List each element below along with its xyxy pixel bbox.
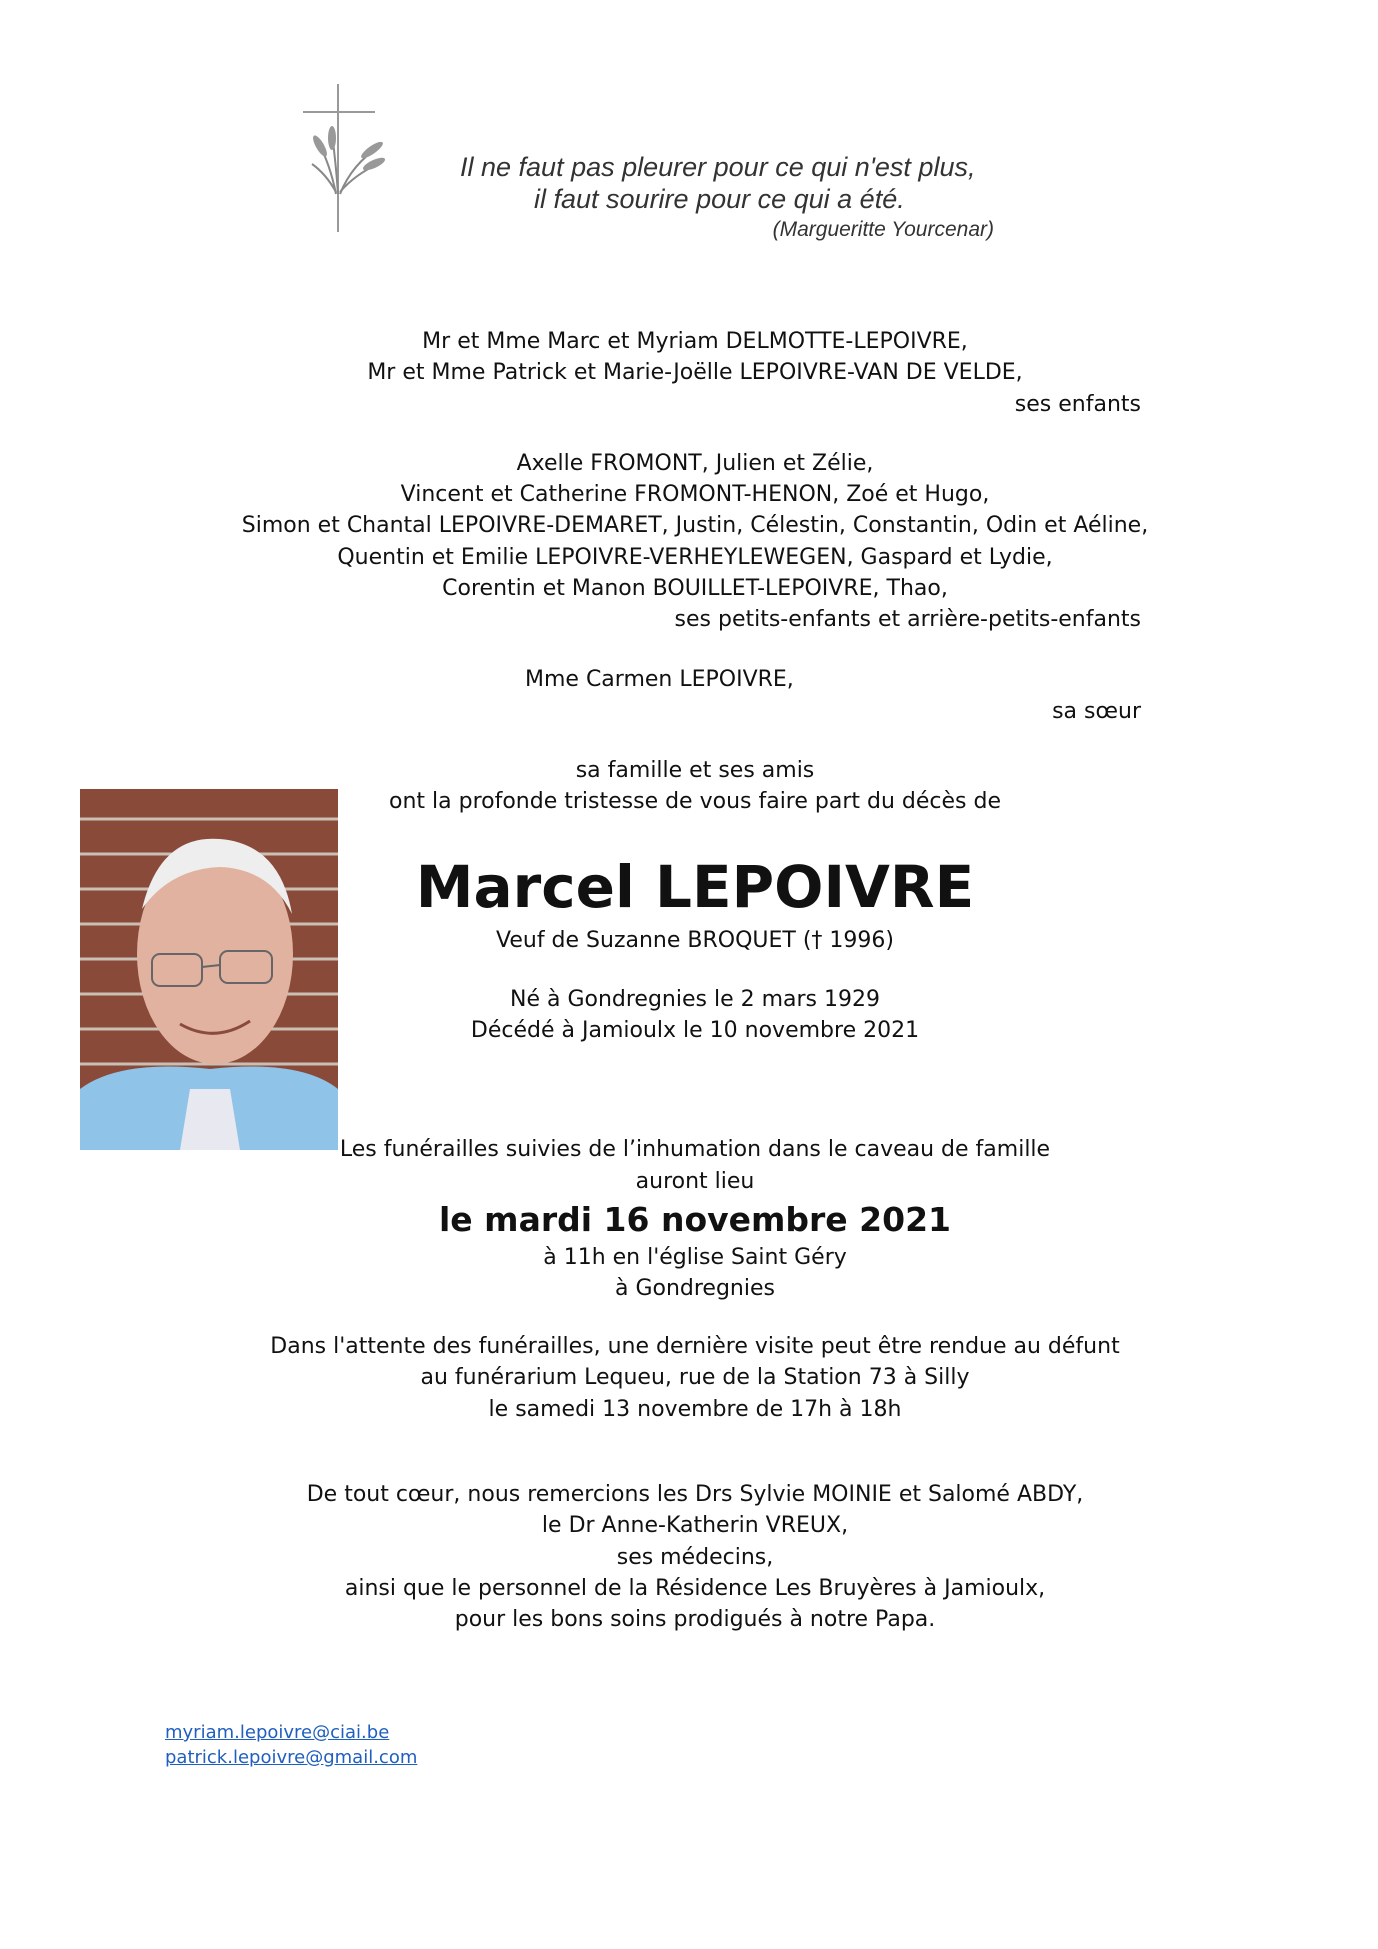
grandchild-line: Quentin et Emilie LEPOIVRE-VERHEYLEWEGEN, Gaspard et Lydie, <box>337 545 1053 570</box>
funeral-line: Les funérailles suivies de l’inhumation dans le caveau de famille <box>339 1137 1051 1162</box>
funeral-time: à 11h en l'église Saint Géry <box>543 1245 847 1270</box>
email-link-patrick[interactable]: patrick.lepoivre@gmail.com <box>165 1747 418 1768</box>
visit-line: le samedi 13 novembre de 17h à 18h <box>488 1397 902 1422</box>
death-line: Décédé à Jamioulx le 10 novembre 2021 <box>470 1018 920 1043</box>
thanks-line: ses médecins, <box>616 1545 774 1570</box>
intro-line: ont la profonde tristesse de vous faire part du décès de <box>389 789 1001 814</box>
thanks-line: le Dr Anne-Katherin VREUX, <box>541 1513 849 1538</box>
funeral-line: auront lieu <box>635 1169 755 1194</box>
widower-line: Veuf de Suzanne BROQUET († 1996) <box>496 928 894 953</box>
grandchild-line: Vincent et Catherine FROMONT-HENON, Zoé et Hugo, <box>400 482 990 507</box>
child-line: Mr et Mme Patrick et Marie-Joëlle LEPOIVRE-VAN DE VELDE, <box>367 360 1023 385</box>
funeral-date: le mardi 16 novembre 2021 <box>439 1200 951 1239</box>
grandchild-line: Simon et Chantal LEPOIVRE-DEMARET, Justin, Célestin, Constantin, Odin et Aéline, <box>241 513 1149 538</box>
grandchild-line: Axelle FROMONT, Julien et Zélie, <box>516 451 874 476</box>
intro-line: sa famille et ses amis <box>575 758 815 783</box>
grandchildren-label: ses petits-enfants et arrière-petits-enfants <box>674 607 1141 632</box>
deceased-name: Marcel LEPOIVRE <box>415 853 975 921</box>
cross-wheat-icon <box>300 84 385 234</box>
quote-line-1: Il ne faut pas pleurer pour ce qui n'est plus, <box>460 152 976 182</box>
visit-line: au funérarium Lequeu, rue de la Station 73 à Silly <box>420 1365 970 1390</box>
visit-line: Dans l'attente des funérailles, une dernière visite peut être rendue au défunt <box>270 1334 1120 1359</box>
birth-line: Né à Gondregnies le 2 mars 1929 <box>509 987 880 1012</box>
children-label: ses enfants <box>1014 392 1141 417</box>
thanks-line: De tout cœur, nous remercions les Drs Sylvie MOINIE et Salomé ABDY, <box>306 1482 1084 1507</box>
email-link-myriam[interactable]: myriam.lepoivre@ciai.be <box>165 1722 390 1743</box>
deceased-photo <box>80 789 338 1150</box>
sister-line: Mme Carmen LEPOIVRE, <box>525 667 794 692</box>
funeral-place: à Gondregnies <box>614 1276 775 1301</box>
grandchild-line: Corentin et Manon BOUILLET-LEPOIVRE, Thao, <box>442 576 948 601</box>
thanks-line: ainsi que le personnel de la Résidence Les Bruyères à Jamioulx, <box>344 1576 1046 1601</box>
child-line: Mr et Mme Marc et Myriam DELMOTTE-LEPOIVRE, <box>422 329 968 354</box>
quote-line-2: il faut sourire pour ce qui a été. <box>534 184 905 214</box>
sister-label: sa sœur <box>1052 699 1141 724</box>
quote-author: (Margueritte Yourcenar) <box>772 218 994 241</box>
thanks-line: pour les bons soins prodigués à notre Papa. <box>454 1607 936 1632</box>
